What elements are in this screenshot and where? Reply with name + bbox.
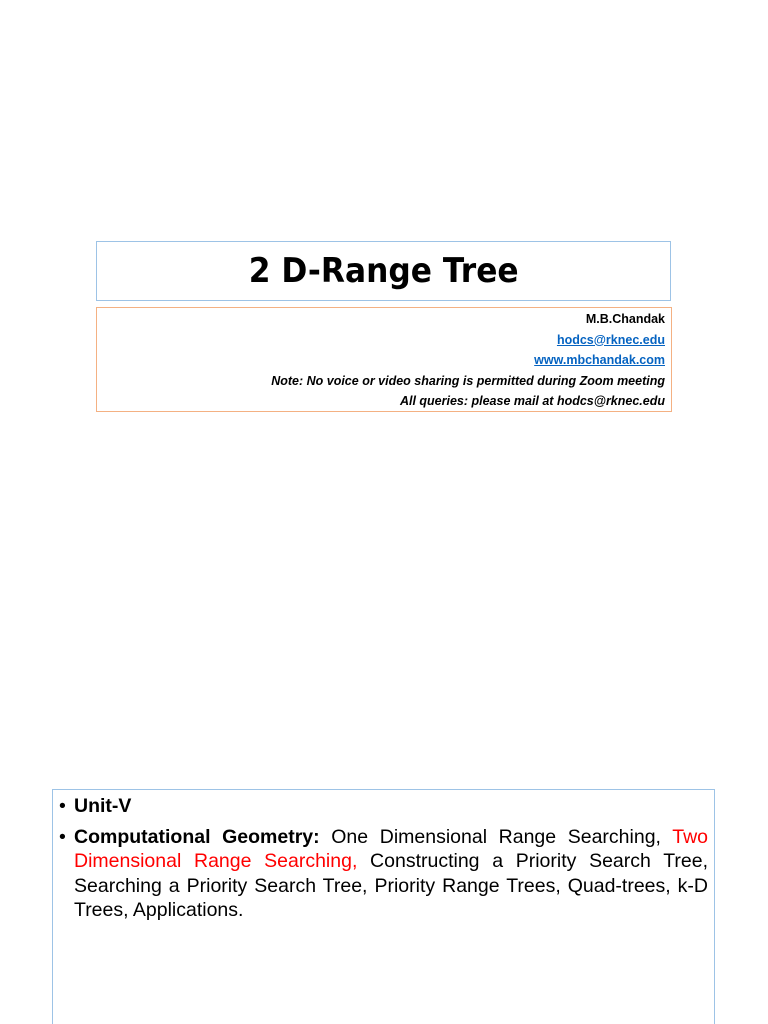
bullet-dot: • [59,795,66,817]
title-box [96,241,671,301]
syllabus-content-box [52,789,715,1024]
author-info-box [96,307,672,412]
author-website-link[interactable]: www.mbchandak.com [534,353,665,368]
topic-text-part2: Constructing a Priority Search Tree, Searching a Priority Search Tree, Priority Range Trees, Quad-trees, k-D Trees, Applications. [74,850,708,921]
bullet-unit [59,794,708,819]
queries-note: All queries: please mail at hodcs@rknec.edu [399,394,665,409]
topic-label: Computational Geometry: [74,825,320,848]
bullet-dot: • [59,825,66,848]
topic-text-part1: One Dimensional Range Searching, [319,825,673,848]
page-title: 2 D-Range Tree [248,251,519,291]
author-email-link[interactable]: hodcs@rknec.edu [556,332,665,347]
author-name: M.B.Chandak [585,312,665,326]
topic-highlight: Two Dimensional Range Searching, [74,825,708,872]
unit-label: Unit-V [74,795,132,817]
meeting-note: Note: No voice or video sharing is permitted during Zoom meeting [271,373,665,388]
bullet-topics [59,825,708,923]
